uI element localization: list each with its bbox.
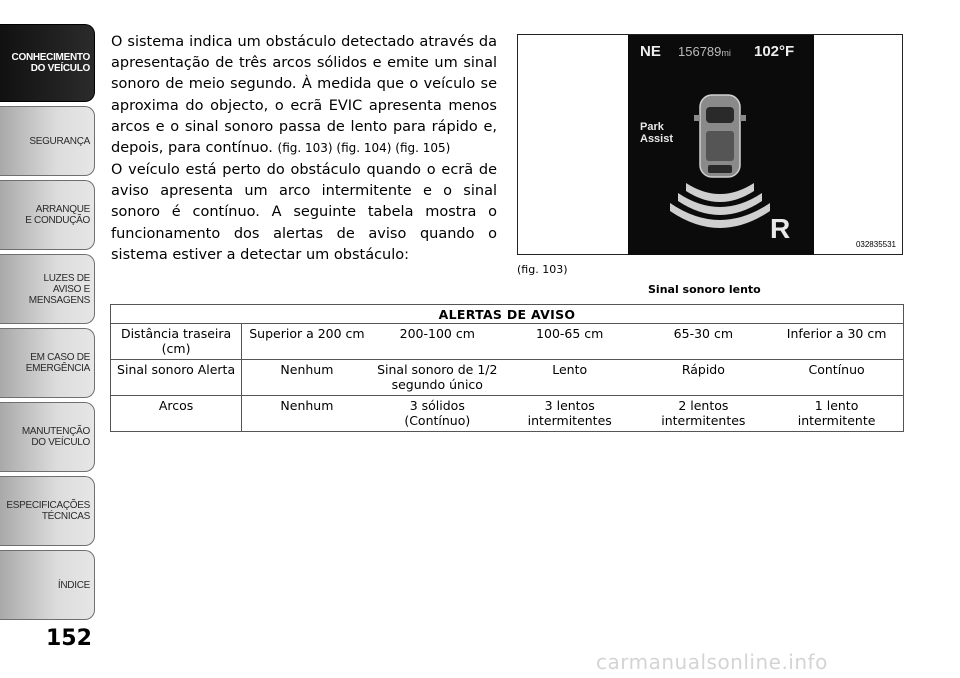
vehicle-top-view-icon — [694, 95, 746, 177]
tab-label: MANUTENÇÃO DO VEÍCULO — [21, 426, 90, 448]
tab-label: ARRANQUE E CONDUÇÃO — [25, 204, 90, 226]
table-header-row — [111, 305, 904, 324]
paragraph-2: O veículo está perto do obstáculo quando o ecrã de aviso apresenta um arco intermitente e o sinal sonoro é contínuo. A seguinte tabela mostra o funcionamento dos alertas de aviso quando o sistema estiver a detectar um obstáculo: — [111, 162, 497, 263]
page-number: 152 — [46, 626, 92, 651]
figure-103 — [517, 34, 903, 255]
table-cell: Rápido — [637, 360, 771, 396]
figure-references: (fig. 103) (fig. 104) (fig. 105) — [277, 141, 451, 156]
table-cell: 1 lento intermitente — [770, 396, 903, 432]
table-row — [111, 360, 904, 396]
tab-label: LUZES DE AVISO E MENSAGENS — [28, 272, 90, 306]
table-row — [111, 324, 904, 360]
evic-display — [628, 35, 814, 255]
table-cell: 3 lentos intermitentes — [503, 396, 637, 432]
tab-luzes-de-aviso[interactable] — [0, 254, 95, 324]
tab-label: ESPECIFICAÇÕES TÉCNICAS — [6, 500, 90, 522]
figure-label: (fig. 103) — [517, 263, 568, 276]
table-cell: 2 lentos intermitentes — [637, 396, 771, 432]
table-cell: 65-30 cm — [637, 324, 771, 360]
table-cell: Lento — [503, 360, 637, 396]
table-cell: Inferior a 30 cm — [770, 324, 903, 360]
table-cell: Distância traseira (cm) — [111, 324, 242, 360]
tab-label: ÍNDICE — [57, 579, 90, 591]
figure-caption: Sinal sonoro lento — [648, 283, 761, 296]
table-cell: Superior a 200 cm — [242, 324, 372, 360]
table-row — [111, 396, 904, 432]
table-cell: Nenhum — [242, 360, 372, 396]
outside-temperature: 102°F — [754, 43, 795, 60]
park-assist-label: Park Assist — [640, 121, 674, 145]
tab-em-caso-de-emergencia[interactable] — [0, 328, 95, 398]
tab-label: CONHECIMENTO DO VEÍCULO — [11, 52, 90, 74]
table-cell: Nenhum — [242, 396, 372, 432]
table-cell: 3 sólidos (Contínuo) — [372, 396, 503, 432]
tab-seguranca[interactable] — [0, 106, 95, 176]
chapter-sidebar — [0, 0, 100, 678]
table-cell: Contínuo — [770, 360, 903, 396]
table-cell: Arcos — [111, 396, 242, 432]
odometer-value: 156789 — [678, 44, 722, 59]
table-cell: Sinal sonoro de 1/2 segundo único — [372, 360, 503, 396]
table-cell: Sinal sonoro Alerta — [111, 360, 242, 396]
tab-conhecimento-do-veiculo[interactable] — [0, 24, 95, 102]
paragraph-1 — [111, 32, 497, 159]
figure-code: 032835531 — [855, 240, 896, 249]
odometer-unit: mi — [721, 48, 731, 58]
tab-label: EM CASO DE EMERGÊNCIA — [25, 352, 90, 374]
tab-manutencao-do-veiculo[interactable] — [0, 402, 95, 472]
tab-indice[interactable] — [0, 550, 95, 620]
proximity-arc-3 — [670, 203, 770, 228]
tab-especificacoes-tecnicas[interactable] — [0, 476, 95, 546]
warning-alerts-table — [110, 304, 904, 432]
table-cell: 100-65 cm — [503, 324, 637, 360]
table-cell: 200-100 cm — [372, 324, 503, 360]
tab-arranque-e-conducao[interactable] — [0, 180, 95, 250]
proximity-arc-1 — [686, 183, 754, 202]
gear-indicator: R — [770, 213, 791, 244]
watermark: carmanualsonline.info — [596, 650, 828, 674]
tab-label: SEGURANÇA — [29, 135, 90, 147]
table-title: ALERTAS DE AVISO — [111, 305, 904, 324]
paragraph-1-text: O sistema indica um obstáculo detectado através da apresentação de três arcos sólidos e emite um sinal sonoro de meio segundo. À medida que o veículo se aproxima do objecto, o ecrã EVIC apresenta menos arcos e o sinal sonoro passa de lento para rápido e, depois, para contínuo. — [111, 34, 497, 157]
compass-heading: NE — [640, 43, 661, 60]
